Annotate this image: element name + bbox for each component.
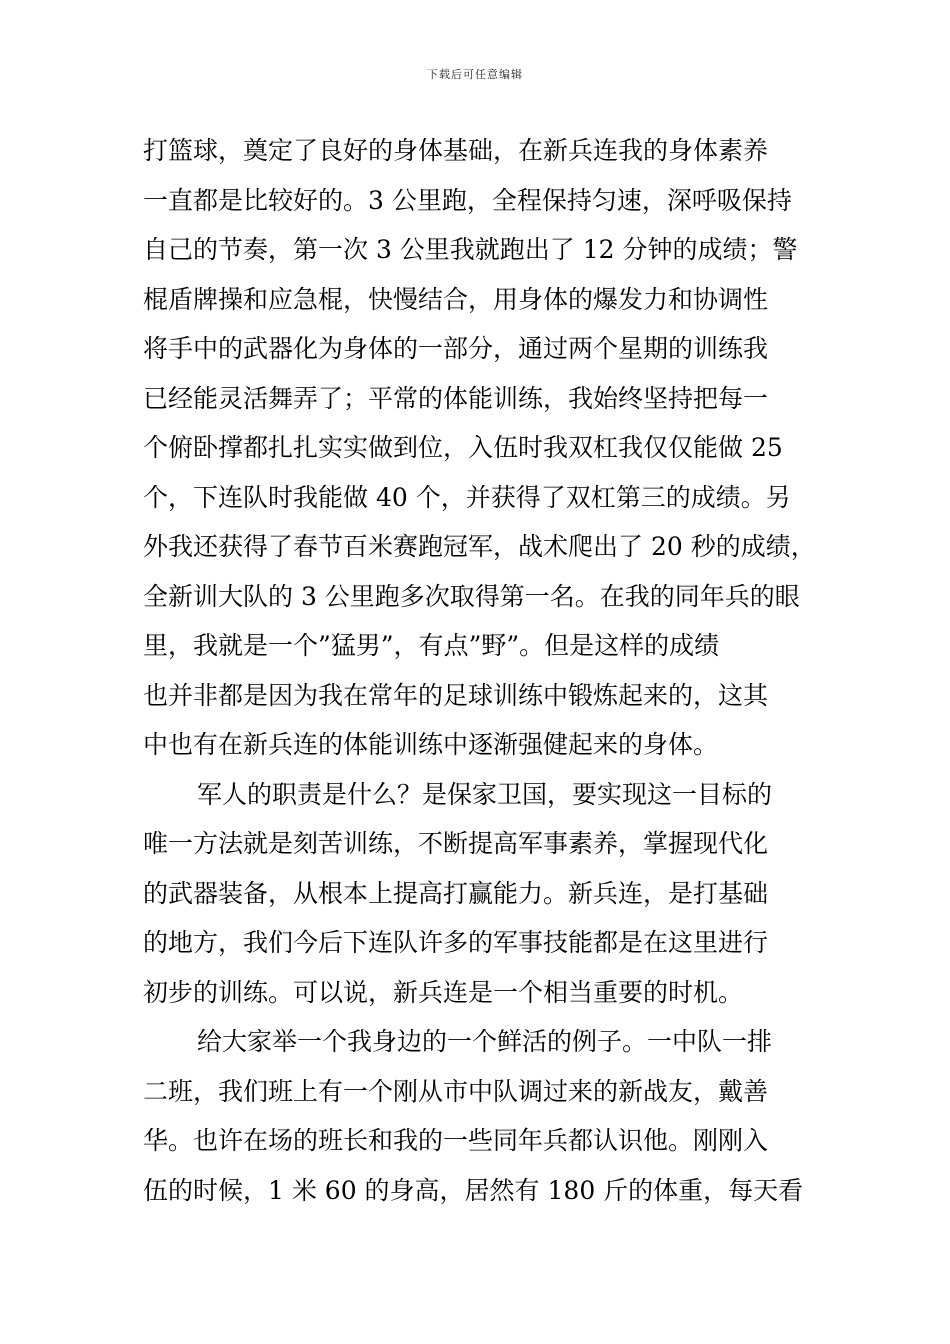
text-line: 中也有在新兵连的体能训练中逐渐强健起来的身体。 xyxy=(143,730,719,759)
text-line: 华。也许在场的班长和我的一些同年兵都认识他。刚刚入 xyxy=(143,1126,769,1155)
text-line: 里，我就是一个”猛男”，有点”野”。但是这样的成绩 xyxy=(143,631,720,660)
text-line: 将手中的武器化为身体的一部分，通过两个星期的训练我 xyxy=(143,334,769,363)
page-header: 下载后可任意编辑 xyxy=(427,68,523,81)
text-line: 个，下连队时我能做 40 个，并获得了双杠第三的成绩。另 xyxy=(143,482,791,512)
text-line: 已经能灵活舞弄了；平常的体能训练，我始终坚持把每一 xyxy=(143,383,769,413)
paragraph-start-line: 军人的职责是什么？是保家卫国，要实现这一目标的 xyxy=(197,779,773,809)
text-line: 的地方，我们今后下连队许多的军事技能都是在这里进行 xyxy=(143,928,769,957)
text-line: 一直都是比较好的。3 公里跑，全程保持匀速，深呼吸保持 xyxy=(143,185,792,215)
text-line: 自己的节奏，第一次 3 公里我就跑出了 12 分钟的成绩；警 xyxy=(143,235,798,264)
text-line: 初步的训练。可以说，新兵连是一个相当重要的时机。 xyxy=(143,977,744,1007)
text-line: 二班，我们班上有一个刚从市中队调过来的新战友，戴善 xyxy=(143,1076,769,1106)
text-line: 打篮球，奠定了良好的身体基础，在新兵连我的身体素养 xyxy=(143,136,769,165)
body-text xyxy=(143,126,816,1215)
text-line: 全新训大队的 3 公里跑多次取得第一名。在我的同年兵的眼 xyxy=(143,581,800,611)
text-line: 也并非都是因为我在常年的足球训练中锻炼起来的，这其 xyxy=(143,680,769,710)
text-line: 个俯卧撑都扎扎实实做到位，入伍时我双杠我仅仅能做 25 xyxy=(143,433,783,462)
text-line: 棍盾牌操和应急棍，快慢结合，用身体的爆发力和协调性 xyxy=(143,284,769,314)
text-line: 外我还获得了春节百米赛跑冠军，战术爬出了 20 秒的成绩， xyxy=(143,532,816,561)
text-line: 伍的时候，1 米 60 的身高，居然有 180 斤的体重，每天看 xyxy=(143,1175,804,1205)
text-line: 的武器装备，从根本上提高打赢能力。新兵连，是打基础 xyxy=(143,878,769,908)
text-line: 唯一方法就是刻苦训练，不断提高军事素养，掌握现代化 xyxy=(143,829,769,858)
paragraph-start-line: 给大家举一个我身边的一个鲜活的例子。一中队一排 xyxy=(197,1027,773,1056)
